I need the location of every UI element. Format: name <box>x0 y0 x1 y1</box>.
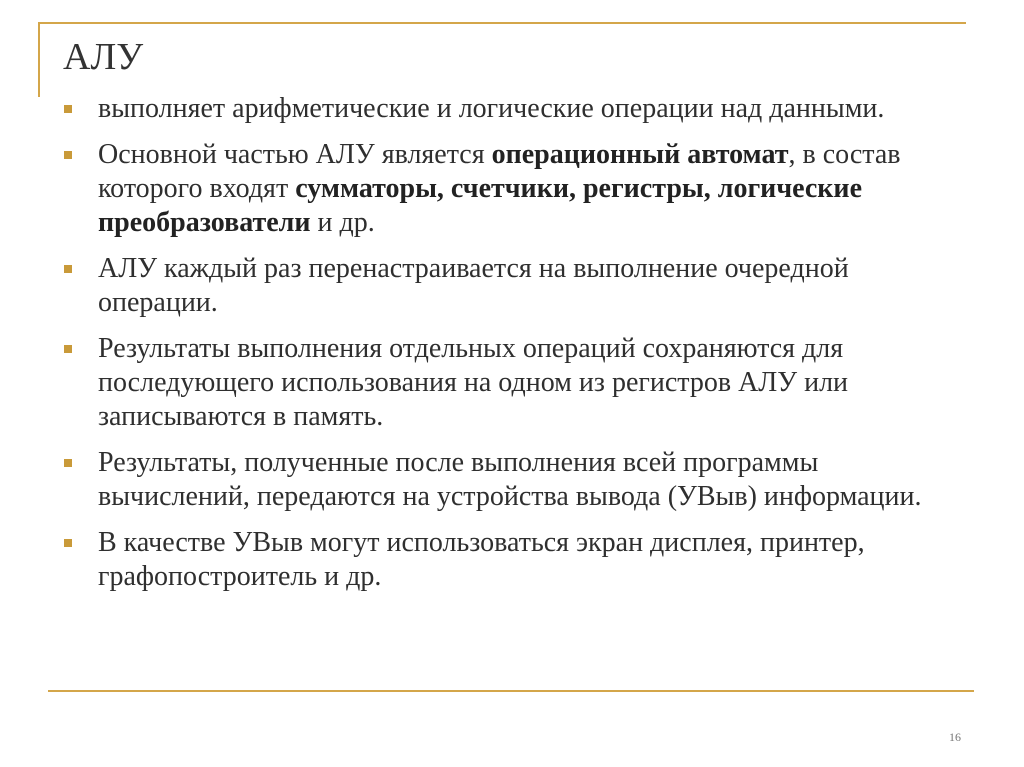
bullet-item-3 <box>0 252 1000 320</box>
bullet-text: АЛУ каждый раз перенастраивается на выполнение очередной операции. <box>98 253 849 318</box>
bullet-text: В качестве УВыв могут использоваться экран дисплея, принтер, графопостроитель и др. <box>98 527 865 592</box>
square-bullet-icon <box>64 539 72 547</box>
bullet-list <box>0 92 1000 605</box>
square-bullet-icon <box>64 459 72 467</box>
bold-term-components: сумматоры, счетчики, регистры, логические преобразователи <box>98 173 862 238</box>
bullet-text: Результаты выполнения отдельных операций сохраняются для последующего использования на одном из регистров АЛУ или записываются в память. <box>98 333 849 432</box>
square-bullet-icon <box>64 105 72 113</box>
bold-term-operational-automaton: операционный автомат <box>491 139 789 170</box>
left-rule <box>38 22 40 97</box>
square-bullet-icon <box>64 265 72 273</box>
bullet-text-part: , в состав которого входят <box>98 139 901 204</box>
bullet-text: Результаты, полученные после выполнения всей программы вычислений, передаются на устройства вывода (УВыв) информации. <box>98 447 922 512</box>
bullet-item-1 <box>0 92 1000 126</box>
slide-title: АЛУ <box>63 36 144 78</box>
bullet-item-4 <box>0 332 1000 434</box>
bullet-item-5 <box>0 446 1000 514</box>
bottom-rule <box>48 690 974 692</box>
bullet-text-part: Основной частью АЛУ является <box>98 139 492 170</box>
bullet-text <box>98 139 900 238</box>
bullet-text: выполняет арифметические и логические операции над данными. <box>98 93 885 124</box>
square-bullet-icon <box>64 345 72 353</box>
bullet-item-6 <box>0 526 1000 594</box>
square-bullet-icon <box>64 151 72 159</box>
top-rule <box>38 22 966 24</box>
page-number: 16 <box>949 730 961 744</box>
bullet-item-2 <box>0 138 1000 240</box>
bullet-text-part: и др. <box>310 207 375 238</box>
